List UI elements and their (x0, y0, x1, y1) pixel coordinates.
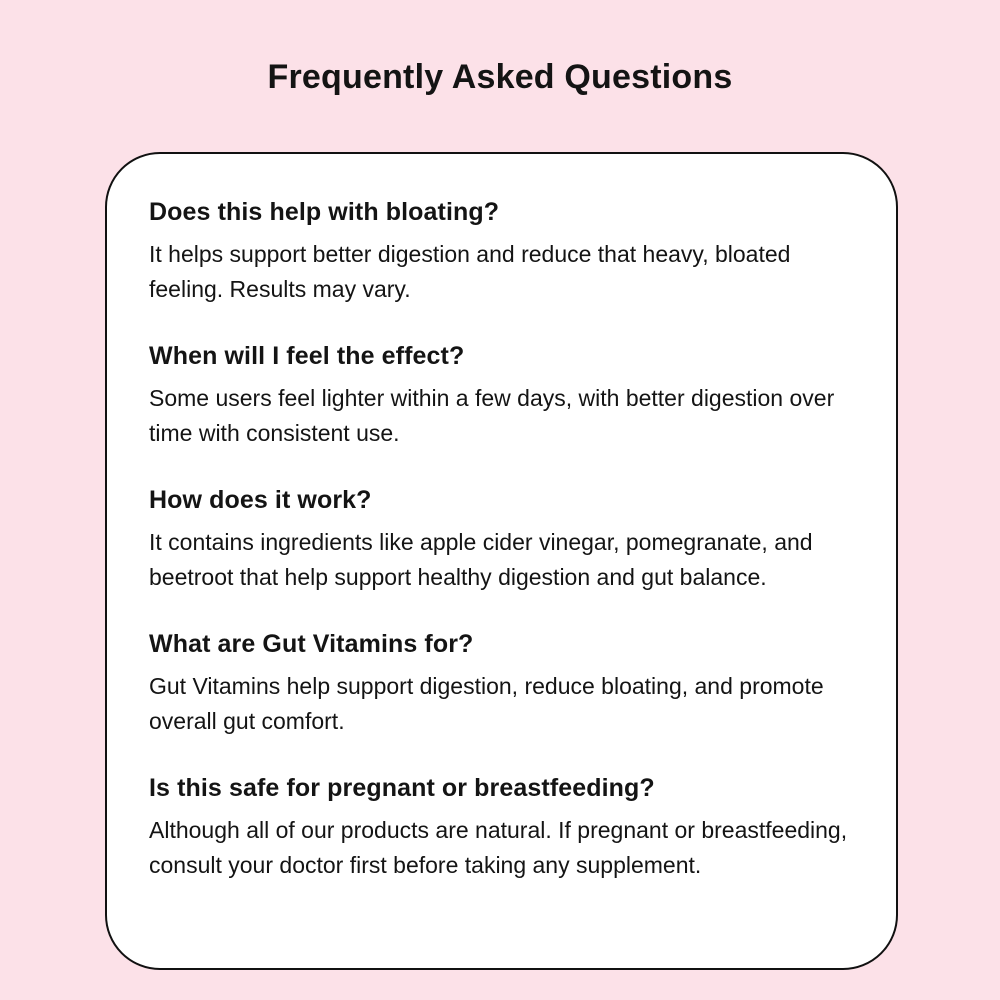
faq-question: What are Gut Vitamins for? (149, 630, 474, 658)
faq-answer: Some users feel lighter within a few days, with better digestion over time with consistent use. (149, 385, 835, 446)
faq-item-pregnancy-safety (149, 770, 854, 883)
faq-question: When will I feel the effect? (149, 342, 465, 370)
faq-question: Does this help with bloating? (149, 198, 500, 226)
faq-card (105, 152, 898, 970)
faq-item-effect-timing (149, 338, 854, 451)
faq-question: How does it work? (149, 486, 372, 514)
faq-answer: Although all of our products are natural. If pregnant or breastfeeding, consult your doctor first before taking any supplement. (149, 817, 848, 878)
faq-item-purpose (149, 626, 854, 739)
faq-item-bloating (149, 194, 854, 307)
faq-answer: It helps support better digestion and reduce that heavy, bloated feeling. Results may vary. (149, 241, 791, 302)
page-title: Frequently Asked Questions (267, 58, 733, 96)
faq-answer: Gut Vitamins help support digestion, reduce bloating, and promote overall gut comfort. (149, 673, 824, 734)
faq-answer: It contains ingredients like apple cider vinegar, pomegranate, and beetroot that help support healthy digestion and gut balance. (149, 529, 813, 590)
faq-item-how-it-works (149, 482, 854, 595)
faq-question: Is this safe for pregnant or breastfeeding? (149, 774, 655, 802)
